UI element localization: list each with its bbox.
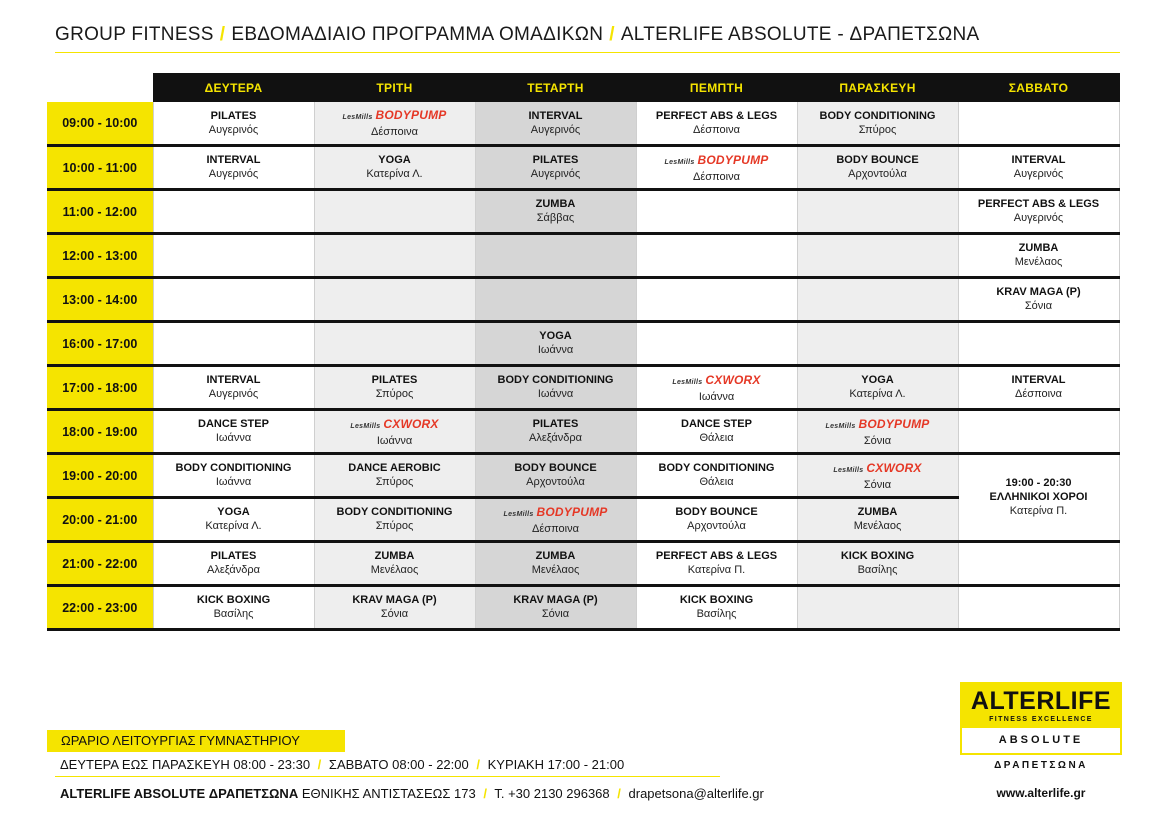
class-slot bbox=[153, 454, 314, 498]
instructor-name: Ιωάννα bbox=[215, 432, 252, 444]
class-slot bbox=[475, 190, 636, 234]
empty-slot bbox=[314, 322, 475, 366]
instructor-name: Ιωάννα bbox=[537, 388, 574, 400]
class-name: BODY BOUNCE bbox=[675, 506, 758, 518]
day-header-saturday: ΣΑΒΒΑΤΟ bbox=[958, 74, 1119, 102]
time-slot-label: 22:00 - 23:00 bbox=[47, 586, 153, 630]
class-slot bbox=[475, 410, 636, 454]
class-name: BODY CONDITIONING bbox=[497, 374, 614, 386]
instructor-name: Μενέλαος bbox=[1014, 256, 1063, 268]
title-gym-location: ALTERLIFE ABSOLUTE - ΔΡΑΠΕΤΣΩΝΑ bbox=[620, 24, 980, 45]
class-slot bbox=[636, 366, 797, 410]
class-slot bbox=[958, 366, 1119, 410]
class-slot bbox=[314, 498, 475, 542]
lesmills-class-name bbox=[672, 373, 760, 390]
class-name: PILATES bbox=[371, 374, 418, 386]
schedule-row bbox=[47, 410, 1119, 454]
website-link[interactable]: www.alterlife.gr bbox=[996, 786, 1086, 800]
logo-tagline: FITNESS EXCELLENCE bbox=[989, 716, 1093, 723]
class-slot bbox=[475, 146, 636, 190]
schedule-row bbox=[47, 542, 1119, 586]
instructor-name: Σόνια bbox=[1024, 300, 1053, 312]
time-slot-label: 17:00 - 18:00 bbox=[47, 366, 153, 410]
empty-slot bbox=[958, 322, 1119, 366]
class-time: 19:00 - 20:30 bbox=[1005, 477, 1072, 489]
class-slot bbox=[314, 366, 475, 410]
class-name: INTERVAL bbox=[1011, 154, 1066, 166]
lesmills-class-name bbox=[504, 505, 608, 522]
contact-separator: / bbox=[617, 786, 621, 801]
empty-slot bbox=[797, 234, 958, 278]
class-name: PILATES bbox=[532, 154, 579, 166]
class-name: BODY CONDITIONING bbox=[336, 506, 453, 518]
lesmills-logo: LesMills bbox=[833, 466, 864, 474]
header-divider bbox=[55, 52, 1120, 53]
contact-separator: / bbox=[483, 786, 487, 801]
class-name: INTERVAL bbox=[206, 374, 261, 386]
lesmills-program: CXWORX bbox=[383, 416, 439, 431]
class-name: BODY BOUNCE bbox=[836, 154, 919, 166]
empty-slot bbox=[636, 190, 797, 234]
class-name: KICK BOXING bbox=[840, 550, 915, 562]
schedule-table bbox=[47, 73, 1120, 631]
class-slot bbox=[314, 102, 475, 146]
time-slot-label: 20:00 - 21:00 bbox=[47, 498, 153, 542]
lesmills-program: BODYPUMP bbox=[536, 504, 608, 519]
class-slot bbox=[475, 454, 636, 498]
logo-city: ΔΡΑΠΕΤΣΩΝΑ bbox=[994, 760, 1088, 771]
instructor-name: Αλεξάνδρα bbox=[207, 564, 260, 576]
instructor-name: Σόνια bbox=[380, 608, 409, 620]
instructor-name: Ιωάννα bbox=[698, 390, 735, 403]
day-header-wednesday: ΤΕΤΑΡΤΗ bbox=[475, 74, 636, 102]
class-name: KRAV MAGA (P) bbox=[513, 594, 598, 606]
class-slot bbox=[153, 498, 314, 542]
instructor-name: Μενέλαος bbox=[370, 564, 419, 576]
empty-slot bbox=[475, 278, 636, 322]
empty-slot bbox=[958, 586, 1119, 630]
title-separator: / bbox=[609, 24, 615, 45]
class-slot bbox=[958, 190, 1119, 234]
lesmills-class-name bbox=[350, 417, 438, 434]
class-slot bbox=[636, 102, 797, 146]
instructor-name: Βασίλης bbox=[213, 608, 254, 620]
class-slot bbox=[475, 102, 636, 146]
class-name: KICK BOXING bbox=[196, 594, 271, 606]
empty-slot bbox=[797, 322, 958, 366]
instructor-name: Σάββας bbox=[536, 212, 575, 224]
empty-slot bbox=[475, 234, 636, 278]
class-name: DANCE AEROBIC bbox=[348, 462, 441, 474]
street-address: ΕΘΝΙΚΗΣ ΑΝΤΙΣΤΑΣΕΩΣ 173 bbox=[301, 786, 476, 801]
instructor-name: Ιωάννα bbox=[537, 344, 574, 356]
class-name: PILATES bbox=[210, 550, 257, 562]
time-slot-label: 12:00 - 13:00 bbox=[47, 234, 153, 278]
class-slot bbox=[636, 146, 797, 190]
title-weekly-program: ΕΒΔΟΜΑΔΙΑΙΟ ΠΡΟΓΡΑΜΜΑ ΟΜΑΔΙΚΩΝ bbox=[231, 24, 604, 45]
instructor-name: Κατερίνα Π. bbox=[1009, 505, 1068, 517]
instructor-name: Αλεξάνδρα bbox=[529, 432, 582, 444]
class-slot bbox=[314, 146, 475, 190]
class-name: YOGA bbox=[539, 330, 572, 342]
class-slot bbox=[475, 366, 636, 410]
class-slot bbox=[797, 146, 958, 190]
class-name: BODY CONDITIONING bbox=[819, 109, 936, 122]
schedule-body bbox=[47, 102, 1119, 630]
schedule-row bbox=[47, 278, 1119, 322]
corner-cell bbox=[47, 74, 153, 102]
class-name: PERFECT ABS & LEGS bbox=[655, 550, 778, 562]
instructor-name: Κατερίνα Λ. bbox=[366, 168, 423, 180]
class-name: ZUMBA bbox=[535, 198, 576, 210]
contact-info bbox=[60, 786, 764, 801]
instructor-name: Ιωάννα bbox=[376, 434, 413, 447]
class-slot bbox=[636, 454, 797, 498]
class-slot bbox=[797, 102, 958, 146]
class-slot bbox=[153, 366, 314, 410]
class-slot bbox=[153, 146, 314, 190]
title-group-fitness: GROUP FITNESS bbox=[55, 24, 214, 45]
time-slot-label: 19:00 - 20:00 bbox=[47, 454, 153, 498]
empty-slot bbox=[636, 322, 797, 366]
alterlife-logo bbox=[960, 682, 1122, 755]
class-slot bbox=[636, 542, 797, 586]
lesmills-logo: LesMills bbox=[350, 422, 381, 430]
instructor-name: Σπύρος bbox=[858, 123, 897, 136]
time-slot-label: 18:00 - 19:00 bbox=[47, 410, 153, 454]
hours-sunday: ΚΥΡΙΑΚΗ 17:00 - 21:00 bbox=[487, 757, 625, 772]
instructor-name: Αρχοντούλα bbox=[848, 168, 907, 180]
lesmills-class-name bbox=[826, 417, 930, 434]
lesmills-logo: LesMills bbox=[503, 510, 534, 518]
hours-divider bbox=[55, 776, 720, 777]
empty-slot bbox=[314, 190, 475, 234]
lesmills-class-name bbox=[665, 153, 769, 170]
class-name: ΕΛΛΗΝΙΚΟΙ ΧΟΡΟΙ bbox=[989, 491, 1088, 503]
hours-weekdays: ΔΕΥΤΕΡΑ ΕΩΣ ΠΑΡΑΣΚΕΥΗ 08:00 - 23:30 bbox=[60, 757, 311, 772]
instructor-name: Αρχοντούλα bbox=[526, 476, 585, 488]
class-slot bbox=[314, 586, 475, 630]
lesmills-program: CXWORX bbox=[705, 372, 761, 387]
time-slot-label: 10:00 - 11:00 bbox=[47, 146, 153, 190]
instructor-name: Ιωάννα bbox=[215, 476, 252, 488]
class-name: PERFECT ABS & LEGS bbox=[977, 198, 1100, 210]
empty-slot bbox=[958, 102, 1119, 146]
instructor-name: Μενέλαος bbox=[853, 520, 902, 532]
lesmills-logo: LesMills bbox=[672, 378, 703, 386]
empty-slot bbox=[153, 234, 314, 278]
lesmills-program: BODYPUMP bbox=[858, 416, 930, 431]
lesmills-logo: LesMills bbox=[664, 158, 695, 166]
class-slot bbox=[797, 498, 958, 542]
instructor-name: Αυγερινός bbox=[1013, 168, 1064, 180]
hours-separator: / bbox=[476, 757, 480, 772]
class-slot bbox=[797, 410, 958, 454]
instructor-name: Κατερίνα Λ. bbox=[849, 388, 906, 400]
class-name: PERFECT ABS & LEGS bbox=[655, 109, 778, 122]
lesmills-logo: LesMills bbox=[825, 422, 856, 430]
logo-brand-name: ALTERLIFE bbox=[970, 687, 1112, 715]
class-name: BODY CONDITIONING bbox=[658, 462, 775, 474]
day-header-row bbox=[47, 74, 1119, 102]
class-name: ZUMBA bbox=[857, 506, 898, 518]
empty-slot bbox=[153, 190, 314, 234]
instructor-name: Βασίλης bbox=[857, 564, 898, 576]
lesmills-program: BODYPUMP bbox=[375, 108, 447, 122]
instructor-name: Δέσποινα bbox=[1015, 388, 1062, 400]
class-slot bbox=[475, 498, 636, 542]
logo-yellow-block bbox=[962, 684, 1120, 728]
empty-slot bbox=[153, 322, 314, 366]
instructor-name: Αυγερινός bbox=[530, 168, 581, 180]
class-slot bbox=[636, 498, 797, 542]
instructor-name: Αυγερινός bbox=[208, 123, 259, 136]
instructor-name: Δέσποινα bbox=[371, 126, 418, 138]
empty-slot bbox=[797, 586, 958, 630]
time-slot-label: 16:00 - 17:00 bbox=[47, 322, 153, 366]
empty-slot bbox=[797, 190, 958, 234]
time-slot-label: 13:00 - 14:00 bbox=[47, 278, 153, 322]
instructor-name: Δέσποινα bbox=[693, 170, 740, 183]
hours-separator: / bbox=[317, 757, 322, 772]
opening-hours-label: ΩΡΑΡΙΟ ΛΕΙΤΟΥΡΓΙΑΣ ΓΥΜΝΑΣΤΗΡΙΟΥ bbox=[47, 730, 345, 752]
class-name: INTERVAL bbox=[206, 154, 261, 166]
gym-name: ALTERLIFE ABSOLUTE ΔΡΑΠΕΤΣΩΝΑ bbox=[60, 786, 299, 801]
empty-slot bbox=[958, 542, 1119, 586]
instructor-name: Σόνια bbox=[863, 434, 892, 447]
class-name: KICK BOXING bbox=[679, 594, 754, 606]
instructor-name: Αυγερινός bbox=[530, 123, 581, 136]
class-slot bbox=[314, 454, 475, 498]
class-slot bbox=[153, 102, 314, 146]
class-slot bbox=[797, 366, 958, 410]
phone-number: Τ. +30 2130 296368 bbox=[494, 786, 610, 801]
day-header-monday: ΔΕΥΤΕΡΑ bbox=[153, 74, 314, 102]
class-slot bbox=[153, 410, 314, 454]
class-slot bbox=[314, 542, 475, 586]
instructor-name: Αυγερινός bbox=[208, 388, 259, 400]
instructor-name: Σόνια bbox=[541, 608, 570, 620]
class-slot bbox=[958, 278, 1119, 322]
schedule-row bbox=[47, 146, 1119, 190]
class-name: ZUMBA bbox=[1018, 242, 1059, 254]
schedule-row bbox=[47, 454, 1119, 498]
empty-slot bbox=[636, 234, 797, 278]
lesmills-class-name bbox=[833, 461, 921, 478]
day-header-tuesday: ΤΡΙΤΗ bbox=[314, 74, 475, 102]
instructor-name: Αυγερινός bbox=[1013, 212, 1064, 224]
class-slot bbox=[475, 586, 636, 630]
instructor-name: Σπύρος bbox=[375, 476, 414, 488]
empty-slot bbox=[314, 278, 475, 322]
schedule-row bbox=[47, 586, 1119, 630]
instructor-name: Βασίλης bbox=[696, 608, 737, 620]
class-name: ZUMBA bbox=[374, 550, 415, 562]
class-slot bbox=[636, 586, 797, 630]
instructor-name: Σπύρος bbox=[375, 388, 414, 400]
schedule-row bbox=[47, 102, 1119, 146]
instructor-name: Κατερίνα Π. bbox=[687, 564, 746, 576]
instructor-name: Αρχοντούλα bbox=[687, 520, 746, 532]
schedule-row bbox=[47, 366, 1119, 410]
class-slot bbox=[958, 454, 1119, 542]
hours-saturday: ΣΑΒΒΑΤΟ 08:00 - 22:00 bbox=[328, 757, 469, 772]
class-slot bbox=[153, 586, 314, 630]
class-slot bbox=[475, 322, 636, 366]
lesmills-logo: LesMills bbox=[342, 114, 373, 121]
class-name: KRAV MAGA (P) bbox=[996, 286, 1081, 298]
opening-hours bbox=[60, 757, 624, 772]
class-name: YOGA bbox=[861, 374, 894, 386]
instructor-name: Σπύρος bbox=[375, 520, 414, 532]
class-slot bbox=[636, 410, 797, 454]
class-slot bbox=[314, 410, 475, 454]
empty-slot bbox=[958, 410, 1119, 454]
class-name: DANCE STEP bbox=[681, 418, 752, 430]
class-slot bbox=[153, 542, 314, 586]
schedule-row bbox=[47, 234, 1119, 278]
instructor-name: Θάλεια bbox=[699, 476, 734, 488]
class-slot bbox=[797, 454, 958, 498]
instructor-name: Θάλεια bbox=[699, 432, 734, 444]
class-name: BODY BOUNCE bbox=[514, 462, 597, 474]
class-name: YOGA bbox=[378, 154, 411, 166]
time-slot-label: 09:00 - 10:00 bbox=[47, 102, 153, 146]
class-name: PILATES bbox=[210, 109, 257, 122]
schedule-row bbox=[47, 322, 1119, 366]
class-name: YOGA bbox=[217, 506, 250, 518]
title-separator: / bbox=[219, 24, 226, 45]
logo-subtitle: ABSOLUTE bbox=[998, 734, 1084, 746]
instructor-name: Αυγερινός bbox=[208, 168, 259, 180]
empty-slot bbox=[314, 234, 475, 278]
empty-slot bbox=[153, 278, 314, 322]
empty-slot bbox=[636, 278, 797, 322]
class-name: ZUMBA bbox=[535, 550, 576, 562]
class-slot bbox=[958, 146, 1119, 190]
schedule-row bbox=[47, 190, 1119, 234]
lesmills-class-name bbox=[343, 108, 447, 125]
class-name: BODY CONDITIONING bbox=[175, 462, 292, 474]
day-header-friday: ΠΑΡΑΣΚΕΥΗ bbox=[797, 74, 958, 102]
class-name: DANCE STEP bbox=[198, 418, 269, 430]
instructor-name: Σόνια bbox=[863, 478, 892, 491]
lesmills-program: CXWORX bbox=[866, 460, 922, 475]
time-slot-label: 21:00 - 22:00 bbox=[47, 542, 153, 586]
instructor-name: Δέσποινα bbox=[532, 522, 579, 535]
instructor-name: Κατερίνα Λ. bbox=[205, 520, 262, 532]
class-name: INTERVAL bbox=[528, 109, 583, 122]
instructor-name: Δέσποινα bbox=[693, 123, 740, 136]
class-slot bbox=[958, 234, 1119, 278]
page-title bbox=[55, 24, 1120, 46]
class-slot bbox=[475, 542, 636, 586]
lesmills-program: BODYPUMP bbox=[697, 152, 769, 167]
empty-slot bbox=[797, 278, 958, 322]
instructor-name: Μενέλαος bbox=[531, 564, 580, 576]
class-name: INTERVAL bbox=[1011, 374, 1066, 386]
class-slot bbox=[797, 542, 958, 586]
email-address: drapetsona@alterlife.gr bbox=[628, 786, 764, 801]
day-header-thursday: ΠΕΜΠΤΗ bbox=[636, 74, 797, 102]
class-name: PILATES bbox=[532, 418, 579, 430]
class-name: KRAV MAGA (P) bbox=[352, 594, 437, 606]
time-slot-label: 11:00 - 12:00 bbox=[47, 190, 153, 234]
